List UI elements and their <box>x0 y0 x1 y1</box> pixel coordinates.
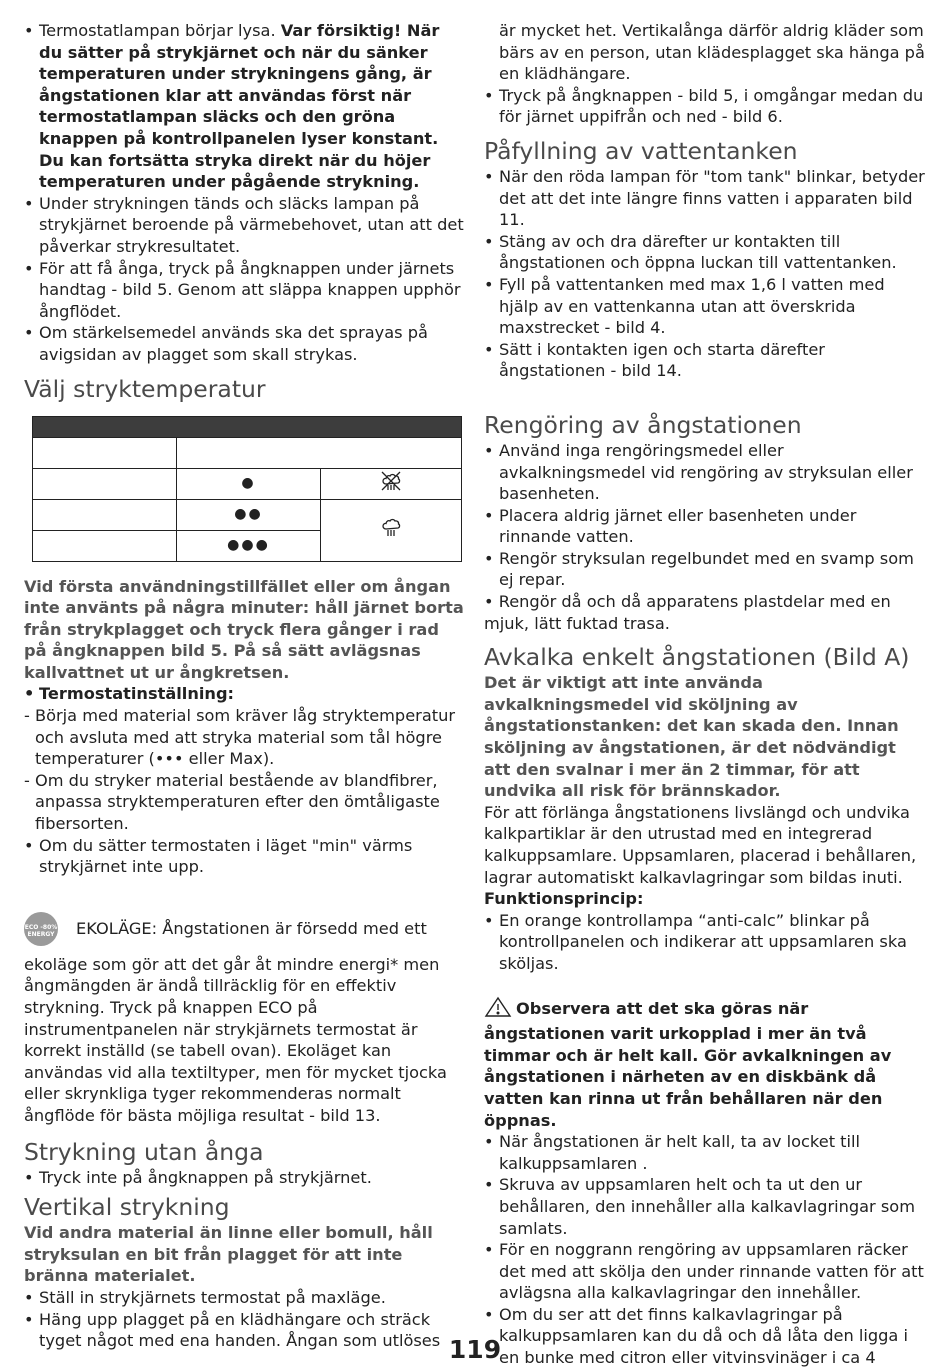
list-item: • Om stärkelsemedel används ska det sprayas på avigsidan av plagget som skall strykas. <box>24 322 466 365</box>
no-steam-icon <box>321 468 462 499</box>
list-item: • Använd inga rengöringsmedel eller avkalkningsmedel vid rengöring av stryksulan eller basenheten. <box>484 440 926 505</box>
list-item: • Sätt i kontakten igen och starta därefter ångstationen - bild 14. <box>484 339 926 382</box>
principle-label: Funktionsprincip: <box>484 889 644 909</box>
intro-list <box>24 20 466 366</box>
table-row <box>33 468 462 499</box>
left-column <box>24 20 466 1352</box>
thermo-label: • Termostatinställning: <box>24 683 466 705</box>
list-item: • Ställ in strykjärnets termostat på maxläge. <box>24 1287 466 1309</box>
min-list <box>24 835 466 878</box>
continued-list <box>484 85 926 128</box>
temp-dots-2: ●● <box>177 499 321 530</box>
warning-text-2: Du kan fortsätta stryka direkt när du höjer temperaturen under pågående strykning. <box>39 150 431 192</box>
temp-dots-3: ●●● <box>177 530 321 561</box>
dash-list <box>24 705 466 835</box>
list-item: • Om du ser att det finns kalkavlagringar på kalkuppsamlaren kan du då och då låta den ligga i en bunke med citron eller vitvinsvinäger i ca 4 <box>484 1304 926 1369</box>
list-item: • En orange kontrollampa “anti-calc” blinkar på kontrollpanelen och indikerar att uppsamlaren ska sköljas. <box>484 910 926 975</box>
temperature-table <box>32 416 462 562</box>
caution-text: Observera att det ska göras när ångstationen varit urkopplad i mer än två timmar och är helt kall. Gör avkalkningen av ångstationen i närheten av en diskbänk då vatten kan rinna ut från behållaren när den öppnas. <box>484 998 892 1130</box>
list-item: • Rengör stryksulan regelbundet med en svamp som ej repar. <box>484 548 926 591</box>
list-item: • Fyll på vattentanken med max 1,6 l vatten med hjälp av en vattenkanna utan att överskrida maxstrecket - bild 4. <box>484 274 926 339</box>
heading-descale: Avkalka enkelt ångstationen (Bild A) <box>484 643 910 672</box>
list-item: • För att få ånga, tryck på ångknappen under järnets handtag - bild 5. Genom att släppa knappen upphör ångflödet. <box>24 258 466 323</box>
heading-no-steam: Strykning utan ånga <box>24 1137 264 1166</box>
temp-dots-1: ● <box>177 468 321 499</box>
warning-triangle-icon <box>484 996 512 1024</box>
table-row <box>33 437 462 468</box>
list-item: • Tryck inte på ångknappen på strykjärnet. <box>24 1167 466 1189</box>
list-item: • Placera aldrig järnet eller basenheten under rinnande vatten. <box>484 505 926 548</box>
list-item: • När den röda lampan för "tom tank" blinkar, betyder det att det inte längre finns vatten i apparaten bild 11. <box>484 166 926 231</box>
heading-cleaning: Rengöring av ångstationen <box>484 410 802 439</box>
continued-text: är mycket het. Vertikalånga därför aldrig kläder som bärs av en person, utan klädesplagget ska hänga på en klädhängare. <box>499 21 925 84</box>
caution-paragraph <box>484 996 926 1132</box>
eco-text: EKOLÄGE: Ångstationen är försedd med ett ekoläge som gör att det går åt mindre energi* men ångmängden är ändå tillräcklig för en effektiv strykning. Tryck på knappen ECO på instrumentpanelen när strykjärnets termostat är korrekt inställd (se tabell ovan). Ekoläget kan användas vid alla textiltyper, men för mycket tjocka eller skrynkliga tyger rekommenderas normalt ångflöde för bästa möjliga resultat - bild 13. <box>24 918 447 1125</box>
table-row <box>33 499 462 530</box>
list-item: • Häng upp plagget på en klädhängare och sträck tyget något med ena handen. Ångan som utlöses <box>24 1309 466 1352</box>
right-column <box>484 20 926 1369</box>
eco-paragraph <box>24 918 466 1127</box>
vertical-warning: Vid andra material än linne eller bomull, håll stryksulan en bit från plagget för att inte bränna materialet. <box>24 1223 433 1286</box>
warning-text: Var försiktig! När du sätter på strykjärnet och när du sänker temperaturen under strykningens gång, är ångstationen klar att användas först när termostatlampan släcks och den gröna knappen på kontrollpanelen lyser konstant. <box>39 21 440 148</box>
first-use-text: Vid första användningstillfället eller om ångan inte använts på några minuter: håll järnet borta från strykplagget och tryck flera gånger i rad på ångknappen bild 5. På så sätt avlägsnas kallvattnet ut ur ångkretsen. <box>24 576 464 682</box>
principle-list <box>484 910 926 975</box>
list-item: • Skruva av uppsamlaren helt och ta ut den ur behållaren, den innehåller alla kalkavlagringar som samlats. <box>484 1174 926 1239</box>
eco-icon: ECO -80% ENERGY <box>24 912 58 946</box>
descale-warning: Det är viktigt att inte använda avkalkningsmedel vid sköljning av ångstationstanken: det kan skada den. Innan sköljning av ångstationen, är det nödvändigt att den svalnar i mer än 2 timmar, för att undvika all risk för brännskador. <box>484 673 899 801</box>
descale-text: För att förlänga ångstationens livslängd och undvika kalkpartiklar är den utrustad med en integrerad kalkuppsamlare. Uppsamlaren, placerad i behållaren, lagrar automatiskt kalkavlagringar som bildas inuti. <box>484 802 917 887</box>
list-item: • För en noggrann rengöring av uppsamlaren räcker det med att skölja den under rinnande vatten för att avlägsna alla kalkavlagringar den innehåller. <box>484 1239 926 1304</box>
list-item: • Under strykningen tänds och släcks lampan på strykjärnet beroende på värmebehovet, utan att det påverkar strykresultatet. <box>24 193 466 258</box>
list-item: • Om du sätter termostaten i läget "min" värms strykjärnet inte upp. <box>24 835 466 878</box>
list-item: • När ångstationen är helt kall, ta av locket till kalkuppsamlaren . <box>484 1131 926 1174</box>
list-item: - Börja med material som kräver låg stryktemperatur och avsluta med att stryka material som tål högre temperaturer (••• eller Max). <box>24 705 466 770</box>
steam-icon <box>321 499 462 561</box>
list-item: • Tryck på ångknappen - bild 5, i omgångar medan du för järnet uppifrån och ned - bild 6. <box>484 85 926 128</box>
heading-temperature: Välj stryktemperatur <box>24 374 266 403</box>
heading-vertical: Vertikal strykning <box>24 1193 230 1222</box>
refill-list <box>484 166 926 382</box>
cleaning-last: • Rengör då och då apparatens plastdelar med en mjuk, lätt fuktad trasa. <box>484 592 891 633</box>
cleaning-list <box>484 440 926 591</box>
page-number: 119 <box>448 1335 502 1364</box>
no-steam-list <box>24 1167 466 1189</box>
list-item: - Om du stryker material bestående av blandfibrer, anpassa stryktemperaturen efter den ömtåligaste fibersorten. <box>24 770 466 835</box>
heading-refill: Påfyllning av vattentanken <box>484 136 798 165</box>
list-item: • Termostatlampan börjar lysa. Var försiktig! När du sätter på strykjärnet och när du sänker temperaturen under strykningens gång, är ångstationen klar att användas först när termostatlampan släcks och den gröna knappen på kontrollpanelen lyser konstant. Du kan fortsätta stryka direkt när du höjer temperaturen under pågående strykning. <box>24 20 466 193</box>
thermo-label-list <box>24 683 466 705</box>
list-item: • Stäng av och dra därefter ur kontakten till ångstationen och öppna luckan till vattentanken. <box>484 231 926 274</box>
final-list <box>484 1131 926 1369</box>
table-header-row <box>33 416 462 437</box>
